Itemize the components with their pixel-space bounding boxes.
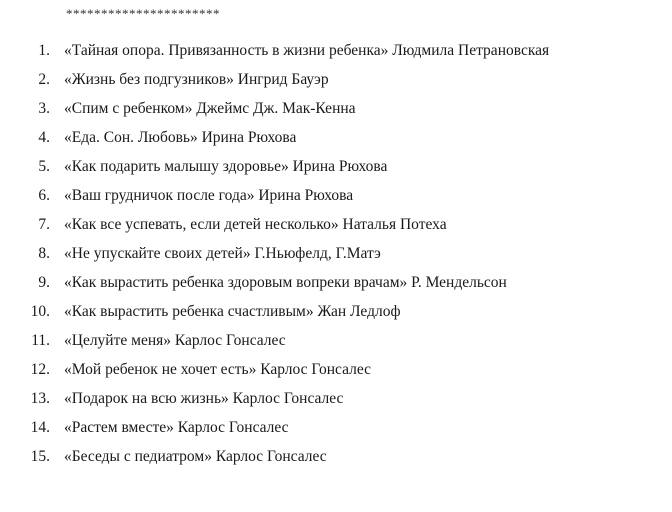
item-text: «Как вырастить ребенка здоровым вопреки врачам» Р. Мендельсон [64, 274, 507, 291]
item-text: «Не упускайте своих детей» Г.Ньюфелд, Г.Матэ [64, 245, 381, 262]
item-number: 3. [38, 100, 50, 117]
item-text: «Тайная опора. Привязанность в жизни ребенка» Людмила Петрановская [64, 42, 550, 59]
item-text: «Подарок на всю жизнь» Карлос Гонсалес [64, 390, 344, 407]
item-number: 15. [30, 448, 50, 465]
asterisk-divider: ********************** [66, 6, 220, 21]
item-text: «Спим с ребенком» Джеймс Дж. Мак-Кенна [64, 100, 356, 117]
item-number: 6. [38, 187, 50, 204]
item-text: «Мой ребенок не хочет есть» Карлос Гонсалес [64, 361, 371, 378]
item-text: «Как подарить малышу здоровье» Ирина Рюхова [64, 158, 388, 175]
item-text: «Целуйте меня» Карлос Гонсалес [64, 332, 286, 349]
item-text: «Растем вместе» Карлос Гонсалес [64, 419, 289, 436]
item-text: «Как все успевать, если детей несколько» Наталья Потеха [64, 216, 447, 233]
item-text: «Еда. Сон. Любовь» Ирина Рюхова [64, 129, 297, 146]
item-number: 14. [30, 419, 50, 436]
item-number: 5. [38, 158, 50, 175]
item-number: 8. [38, 245, 50, 262]
item-number: 11. [31, 332, 50, 349]
item-number: 9. [38, 274, 50, 291]
item-number: 2. [38, 71, 50, 88]
item-text: «Как вырастить ребенка счастливым» Жан Ледлоф [64, 303, 401, 320]
item-text: «Жизнь без подгузников» Ингрид Бауэр [64, 71, 329, 88]
item-text: «Ваш грудничок после года» Ирина Рюхова [64, 187, 354, 204]
item-number: 7. [38, 216, 50, 233]
item-text: «Беседы с педиатром» Карлос Гонсалес [64, 448, 327, 465]
item-number: 4. [38, 129, 50, 146]
item-number: 13. [30, 390, 50, 407]
item-number: 10. [30, 303, 50, 320]
item-number: 12. [30, 361, 50, 378]
item-number: 1. [38, 42, 50, 59]
